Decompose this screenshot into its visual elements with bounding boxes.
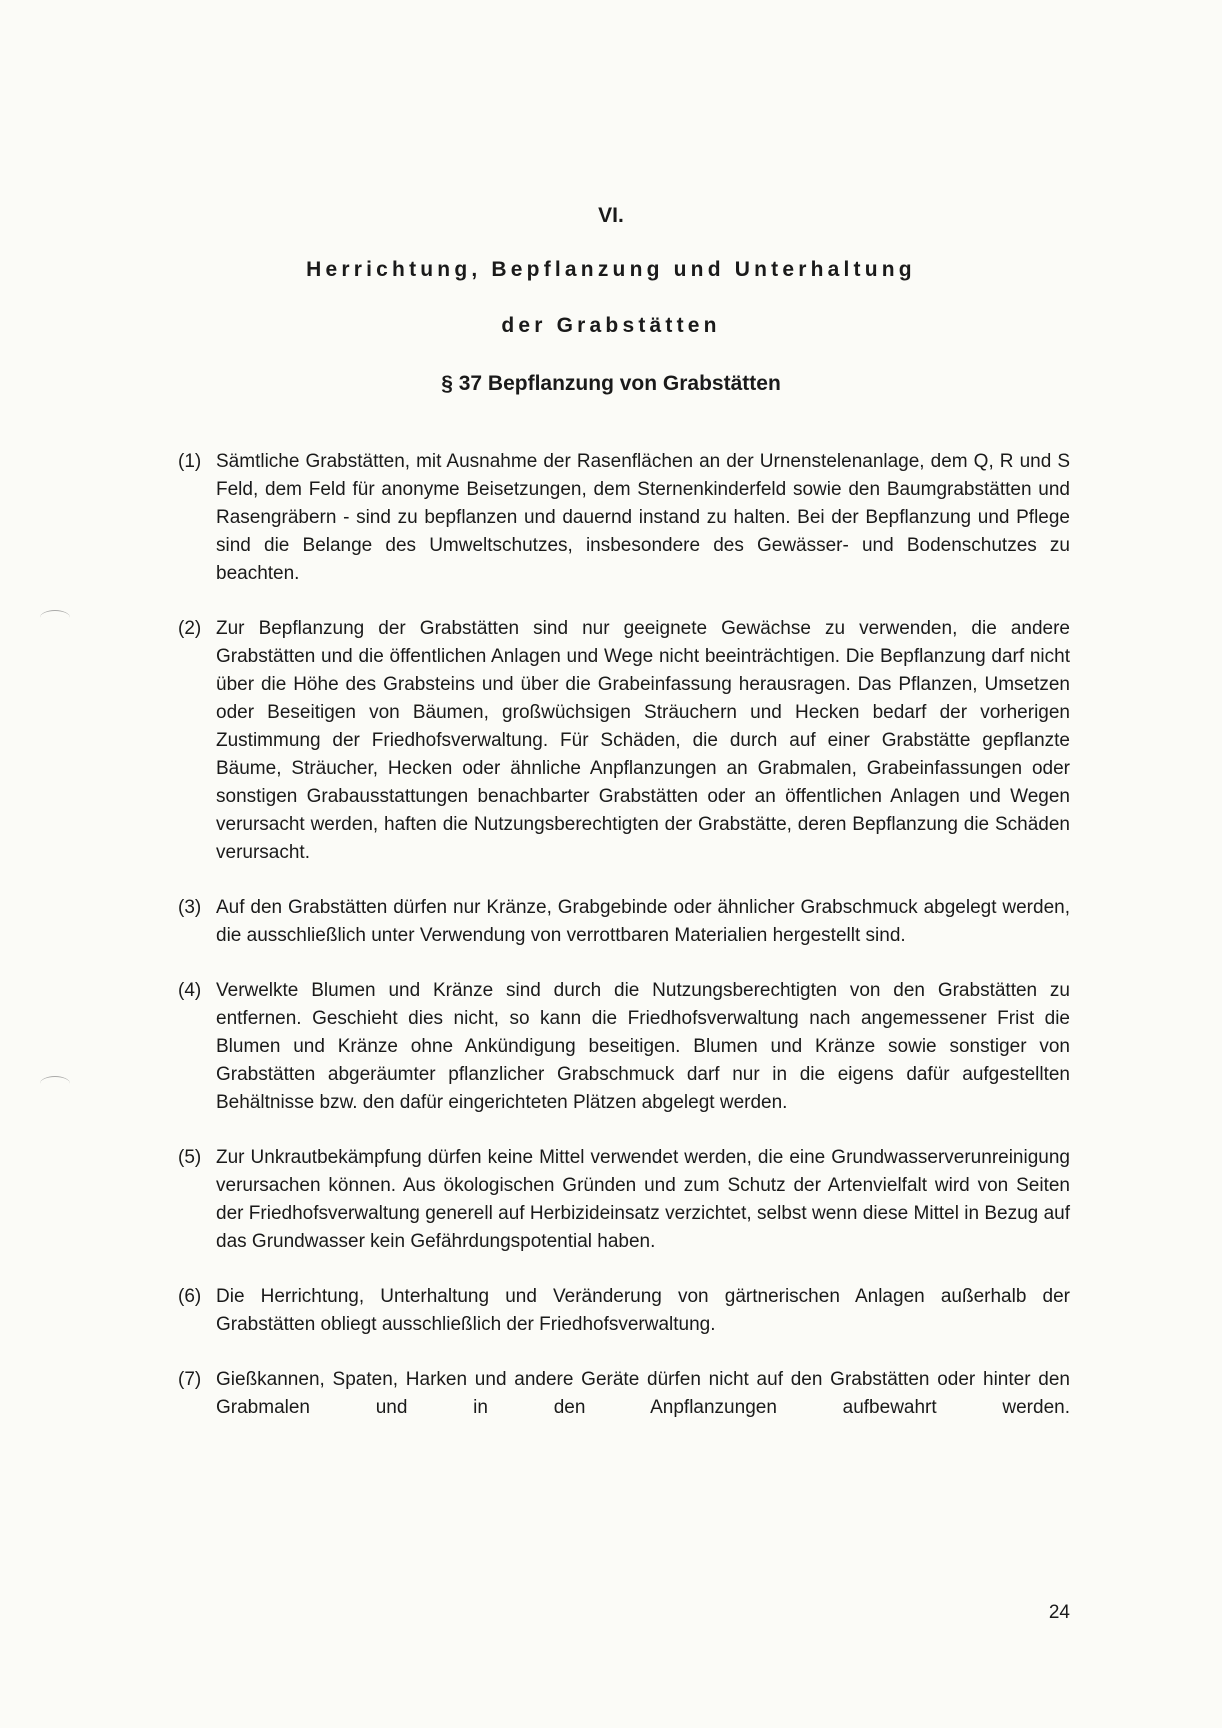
paragraph-text: Zur Unkrautbekämpfung dürfen keine Mittel verwendet werden, die eine Grundwasserverunreinigung verursachen können. Aus ökologischen Gründen und zum Schutz der Artenvielfalt wird von Seiten der Friedhofsverwaltung generell auf Herbizideinsatz verzichtet, selbst wenn diese Mittel in Bezug auf das Grundwasser kein Gefährdungspotential haben. [216, 1147, 1070, 1252]
paragraph-5 [178, 1144, 1070, 1256]
paragraph-number: (6) [178, 1286, 202, 1307]
page-number: 24 [1048, 1602, 1070, 1623]
paragraph-4 [178, 977, 1070, 1117]
paragraph-number: (7) [178, 1369, 202, 1390]
paragraph-list [178, 448, 1070, 1449]
chapter-heading-line-1: Herrichtung, Bepflanzung und Unterhaltung [306, 258, 916, 281]
paragraph-number: (3) [178, 897, 202, 918]
paragraph-2 [178, 615, 1070, 867]
paragraph-6 [178, 1283, 1070, 1339]
paragraph-number: (4) [178, 980, 202, 1001]
paragraph-number: (1) [178, 451, 202, 472]
paragraph-3 [178, 894, 1070, 950]
paragraph-number: (2) [178, 618, 202, 639]
paragraph-text: Verwelkte Blumen und Kränze sind durch die Nutzungsberechtigten von den Grabstätten zu entfernen. Geschieht dies nicht, so kann die Friedhofsverwaltung nach angemessener Frist die Blumen und Kränze ohne Ankündigung beseitigen. Blumen und Kränze sowie sonstiger von Grabstätten abgeräumter pflanzlicher Grabschmuck darf nur in die eigens dafür aufgestellten Behältnisse bzw. den dafür eingerichteten Plätzen abgelegt werden. [216, 980, 1070, 1113]
paragraph-7 [178, 1366, 1070, 1422]
paragraph-text: Zur Bepflanzung der Grabstätten sind nur geeignete Gewächse zu verwenden, die andere Grabstätten und die öffentlichen Anlagen und Wege nicht beeinträchtigen. Die Bepflanzung darf nicht über die Höhe des Grabsteins und über die Grabeinfassung herausragen. Das Pflanzen, Umsetzen oder Beseitigen von Bäumen, großwüchsigen Sträuchern und Hecken bedarf der vorherigen Zustimmung der Friedhofsverwaltung. Für Schäden, die durch auf einer Grabstätte gepflanzte Bäume, Sträucher, Hecken oder ähnliche Anpflanzungen an Grabmalen, Grabeinfassungen oder sonstigen Grabausstattungen benachbarter Grabstätten oder an öffentlichen Anlagen und Wegen verursacht werden, haften die Nutzungsberechtigten der Grabstätte, deren Bepflanzung die Schäden verursacht. [216, 618, 1070, 863]
chapter-number: VI. [598, 204, 624, 227]
punch-hole-mark [40, 1076, 70, 1091]
chapter-heading-line-2: der Grabstätten [501, 314, 721, 337]
section-title: § 37 Bepflanzung von Grabstätten [441, 372, 781, 395]
paragraph-text: Die Herrichtung, Unterhaltung und Veränderung von gärtnerischen Anlagen außerhalb der Grabstätten obliegt ausschließlich der Friedhofsverwaltung. [216, 1286, 1070, 1335]
paragraph-text: Gießkannen, Spaten, Harken und andere Geräte dürfen nicht auf den Grabstätten oder hinter den Grabmalen und in den Anpflanzungen aufbewahrt werden. [216, 1369, 1070, 1418]
punch-hole-mark [40, 610, 70, 625]
paragraph-text: Auf den Grabstätten dürfen nur Kränze, Grabgebinde oder ähnlicher Grabschmuck abgelegt werden, die ausschließlich unter Verwendung von verrottbaren Materialien hergestellt sind. [216, 897, 1070, 946]
paragraph-text: Sämtliche Grabstätten, mit Ausnahme der Rasenflächen an der Urnenstelenanlage, dem Q, R und S Feld, dem Feld für anonyme Beisetzungen, dem Sternenkinderfeld sowie den Baumgrabstätten und Rasengräbern - sind zu bepflanzen und dauernd instand zu halten. Bei der Bepflanzung und Pflege sind die Belange des Umweltschutzes, insbesondere des Gewässer- und Bodenschutzes zu beachten. [216, 451, 1070, 584]
paragraph-number: (5) [178, 1147, 202, 1168]
paragraph-1 [178, 448, 1070, 588]
